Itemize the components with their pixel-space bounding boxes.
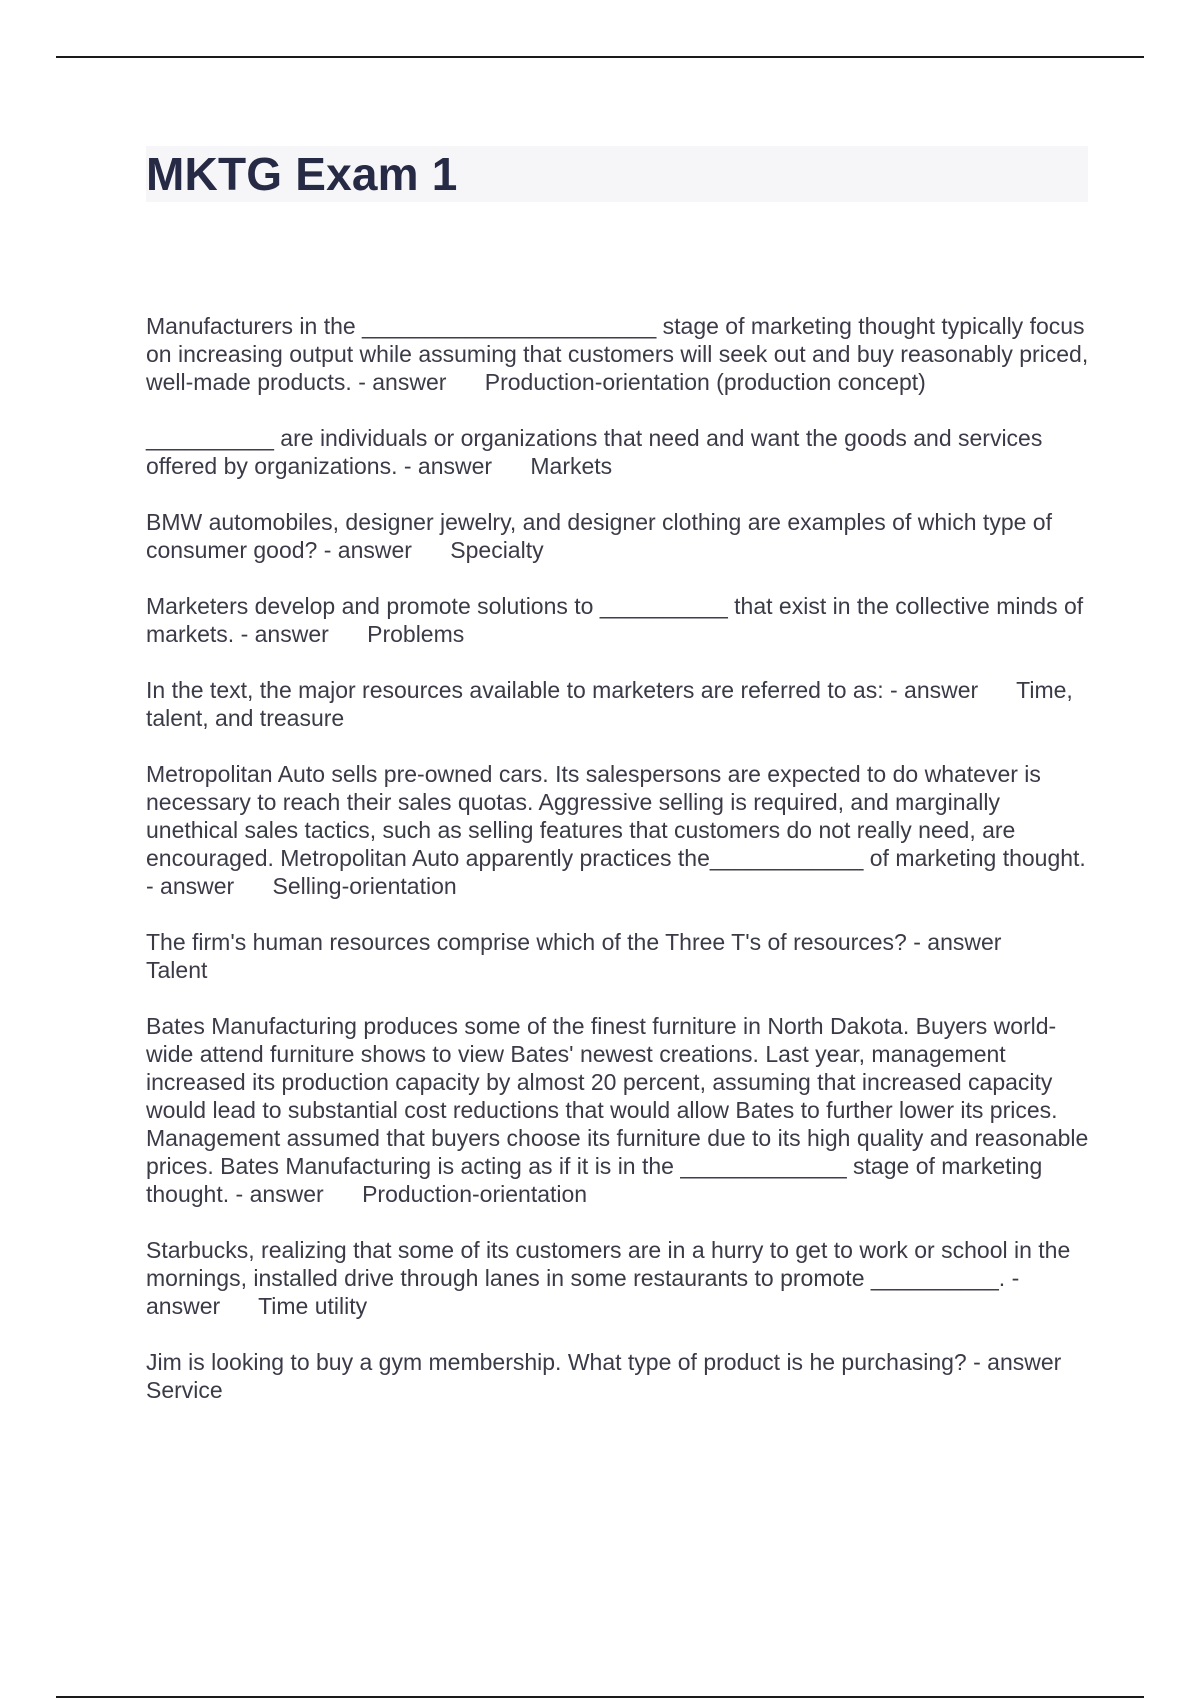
qa-item	[146, 1236, 1092, 1320]
qa-item	[146, 760, 1092, 900]
qa-list	[146, 312, 1095, 1432]
answer-text: Production-orientation	[362, 1181, 588, 1207]
answer-text: Service	[146, 1377, 223, 1403]
qa-item	[146, 1012, 1095, 1208]
footer-rule	[56, 1696, 1144, 1698]
answer-text: Time, talent, and treasure	[146, 677, 1080, 731]
qa-item	[146, 928, 1092, 984]
answer-text: Time utility	[258, 1293, 368, 1319]
answer-text: Talent	[146, 957, 208, 983]
question-text: Manufacturers in the _______________________ stage of marketing thought typically focus on increasing output while assuming that customers will seek out and buy reasonably priced, well-made products. - answer	[146, 313, 1095, 395]
question-text: Starbucks, realizing that some of its customers are in a hurry to get to work or school in the mornings, installed drive through lanes in some restaurants to promote __________. - answer	[146, 1237, 1077, 1319]
question-text: Marketers develop and promote solutions to __________ that exist in the collective minds of markets. - answer	[146, 593, 1090, 647]
answer-text: Selling-orientation	[272, 873, 457, 899]
qa-item	[146, 508, 1092, 564]
question-text: Bates Manufacturing produces some of the finest furniture in North Dakota. Buyers world-wide attend furniture shows to view Bates' newest creations. Last year, management increased its production capacity by almost 20 percent, assuming that increased capacity would lead to substantial cost reductions that would allow Bates to further lower its prices. Management assumed that buyers choose its furniture due to its high quality and reasonable prices. Bates Manufacturing is acting as if it is in the _____________ stage of marketing thought. - answer	[146, 1013, 1095, 1207]
question-text: In the text, the major resources available to marketers are referred to as: - answer	[146, 677, 979, 703]
question-text: Metropolitan Auto sells pre-owned cars. Its salespersons are expected to do whatever is necessary to reach their sales quotas. Aggressive selling is required, and marginally unethical sales tactics, such as selling features that customers do not really need, are encouraged. Metropolitan Auto apparently practices the____________ of marketing thought. - answer	[146, 761, 1093, 899]
answer-text: Production-orientation (production concept)	[484, 369, 926, 395]
qa-item	[146, 424, 1092, 480]
question-text: BMW automobiles, designer jewelry, and designer clothing are examples of which type of consumer good? - answer	[146, 509, 1059, 563]
question-text: Jim is looking to buy a gym membership. What type of product is he purchasing? - answer	[146, 1349, 1062, 1375]
answer-text: Specialty	[450, 537, 544, 563]
qa-item	[146, 312, 1095, 396]
question-text: The firm's human resources comprise which of the Three T's of resources? - answer	[146, 929, 1002, 955]
answer-text: Markets	[530, 453, 613, 479]
qa-item	[146, 592, 1092, 648]
qa-item	[146, 676, 1092, 732]
answer-text: Problems	[367, 621, 465, 647]
qa-item	[146, 1348, 1092, 1404]
document-title: MKTG Exam 1	[146, 148, 458, 200]
header-rule	[56, 56, 1144, 58]
question-text: __________ are individuals or organizations that need and want the goods and services offered by organizations. - answer	[146, 425, 1049, 479]
